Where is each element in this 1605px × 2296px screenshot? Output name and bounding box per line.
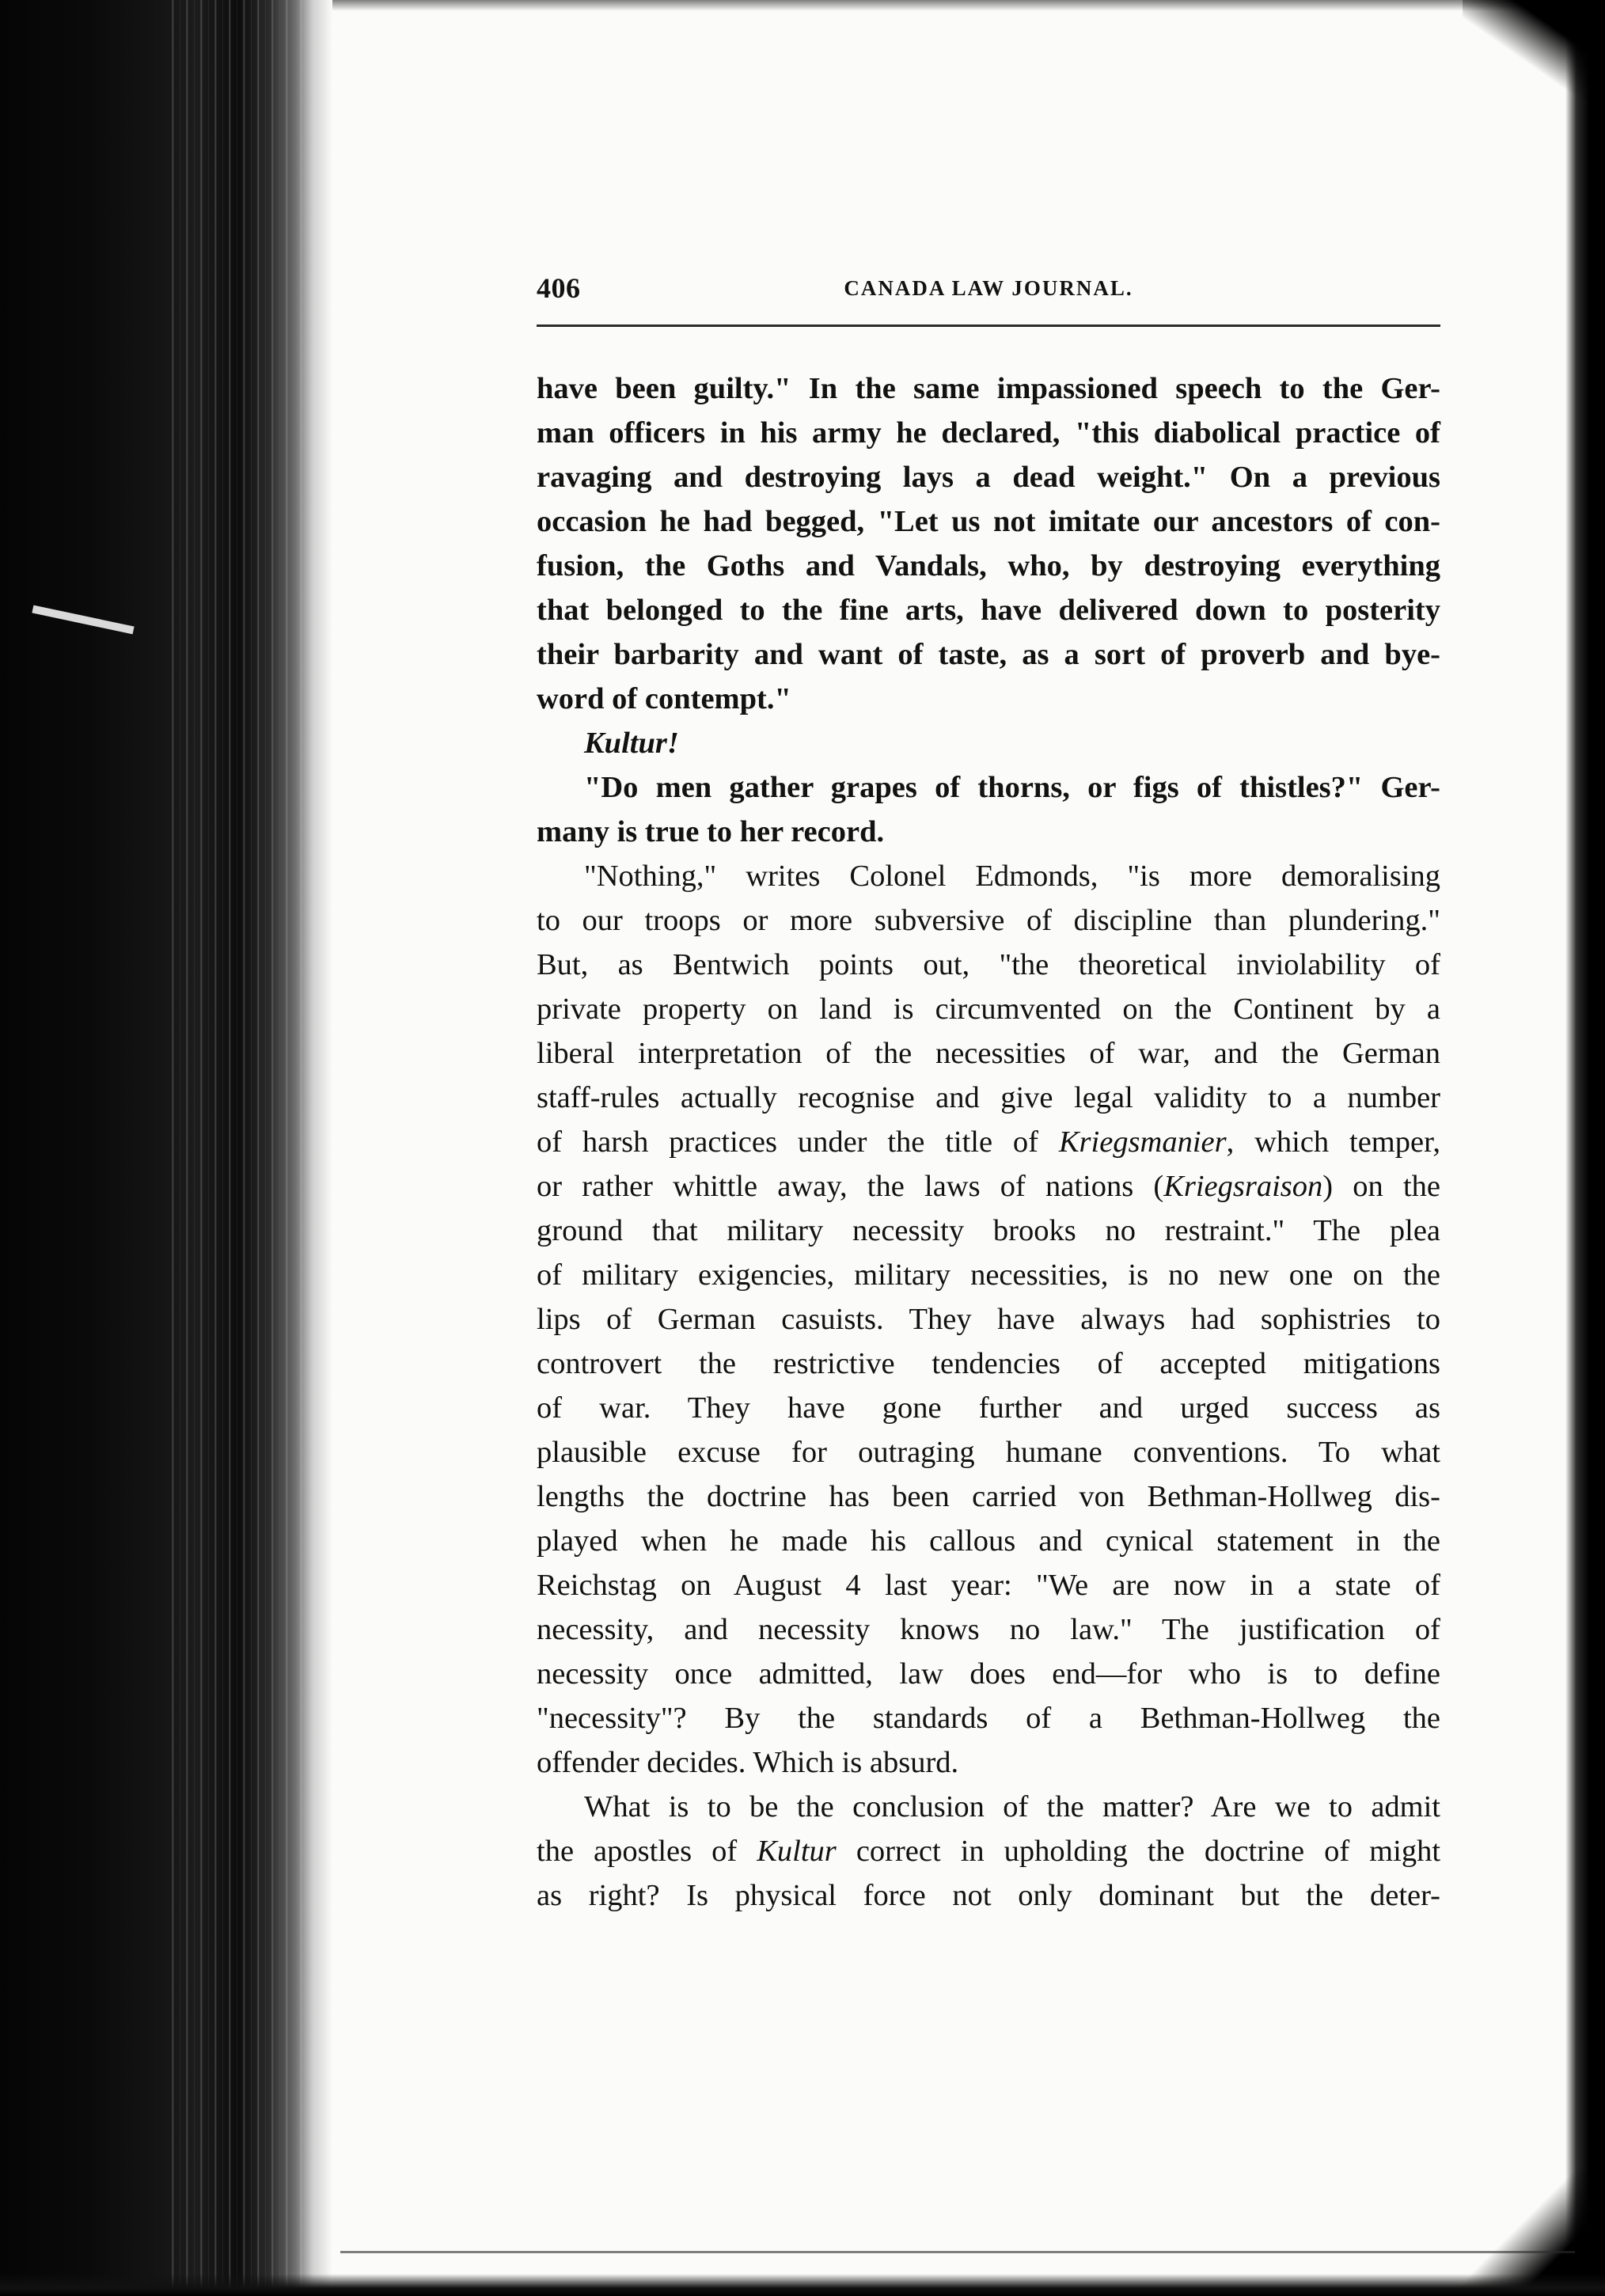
text-line: lips of German casuists. They have always had sophistries to — [537, 1303, 1440, 1336]
kultur-exclamation: Kultur! — [584, 727, 679, 760]
text-line: to our troops or more subversive of discipline than plundering." — [537, 904, 1440, 937]
text-line — [537, 1120, 1440, 1164]
gutter-streaks — [166, 0, 317, 2296]
text-run: the apostles of — [537, 1835, 757, 1868]
text-line: But, as Bentwich points out, "the theoretical inviolability of — [537, 948, 1440, 981]
text-line: offender decides. Which is absurd. — [537, 1746, 959, 1779]
text-line: "Nothing," writes Colonel Edmonds, "is more demoralising — [584, 860, 1440, 893]
text-line: word of contempt." — [537, 682, 791, 715]
running-head — [537, 271, 1440, 311]
text-line: lengths the doctrine has been carried von Bethman-Hollweg dis- — [537, 1480, 1440, 1513]
header-rule — [537, 324, 1440, 327]
text-line: many is true to her record. — [537, 815, 885, 848]
top-edge-shadow — [332, 0, 1567, 11]
text-line: ground that military necessity brooks no restraint." The plea — [537, 1214, 1440, 1247]
text-line: have been guilty." In the same impassioned speech to the Ger- — [537, 372, 1440, 405]
text-line: of military exigencies, military necessities, is no new one on the — [537, 1258, 1440, 1292]
text-line — [537, 1164, 1440, 1209]
text-line: that belonged to the fine arts, have delivered down to posterity — [537, 594, 1440, 627]
bottom-scratch-line — [340, 2251, 1575, 2253]
text-line: plausible excuse for outraging humane conventions. To what — [537, 1436, 1440, 1469]
text-line — [537, 1829, 1440, 1873]
text-line: necessity, and necessity knows no law." The justification of — [537, 1613, 1440, 1646]
text-line: staff-rules actually recognise and give legal validity to a number — [537, 1081, 1440, 1114]
text-run: of harsh practices under the title of — [537, 1125, 1059, 1159]
text-line: played when he made his callous and cynical statement in the — [537, 1524, 1440, 1558]
top-right-corner-shadow — [1463, 0, 1605, 127]
text-line: controvert the restrictive tendencies of accepted mitigations — [537, 1347, 1440, 1380]
text-line: What is to be the conclusion of the matter? Are we to admit — [584, 1790, 1440, 1824]
text-run: ) on the — [1322, 1170, 1440, 1203]
text-line: "necessity"? By the standards of a Bethman-Hollweg the — [537, 1702, 1440, 1735]
text-line: of war. They have gone further and urged success as — [537, 1391, 1440, 1425]
page-number: 406 — [537, 272, 581, 304]
bottom-edge-shadow — [0, 2274, 1605, 2296]
text-run: , which temper, — [1226, 1125, 1440, 1159]
text-run: correct in upholding the doctrine of might — [836, 1835, 1441, 1868]
body-text — [537, 366, 1440, 1918]
text-line: fusion, the Goths and Vandals, who, by destroying everything — [537, 549, 1440, 583]
text-run: or rather whittle away, the laws of nations ( — [537, 1170, 1164, 1203]
text-line: liberal interpretation of the necessities of war, and the German — [537, 1037, 1440, 1070]
text-line: "Do men gather grapes of thorns, or figs of thistles?" Ger- — [584, 771, 1440, 804]
text-line: occasion he had begged, "Let us not imitate our ancestors of con- — [537, 505, 1440, 538]
page-content — [537, 271, 1441, 1912]
text-line: private property on land is circumvented on the Continent by a — [537, 992, 1440, 1026]
text-line: man officers in his army he declared, "this diabolical practice of — [537, 416, 1440, 450]
text-line: Reichstag on August 4 last year: "We are now in a state of — [537, 1569, 1440, 1602]
kriegsmanier-term: Kriegsmanier — [1058, 1125, 1227, 1159]
text-line: as right? Is physical force not only dominant but the deter- — [537, 1879, 1440, 1912]
text-line: their barbarity and want of taste, as a sort of proverb and bye- — [537, 638, 1440, 671]
kriegsraison-term: Kriegsraison — [1163, 1170, 1323, 1203]
text-line: necessity once admitted, law does end—for who is to define — [537, 1657, 1440, 1691]
right-edge-shadow — [1565, 0, 1605, 2296]
text-line: ravaging and destroying lays a dead weight." On a previous — [537, 461, 1440, 494]
kultur-term: Kultur — [757, 1835, 837, 1868]
journal-title: CANADA LAW JOURNAL. — [844, 276, 1133, 300]
